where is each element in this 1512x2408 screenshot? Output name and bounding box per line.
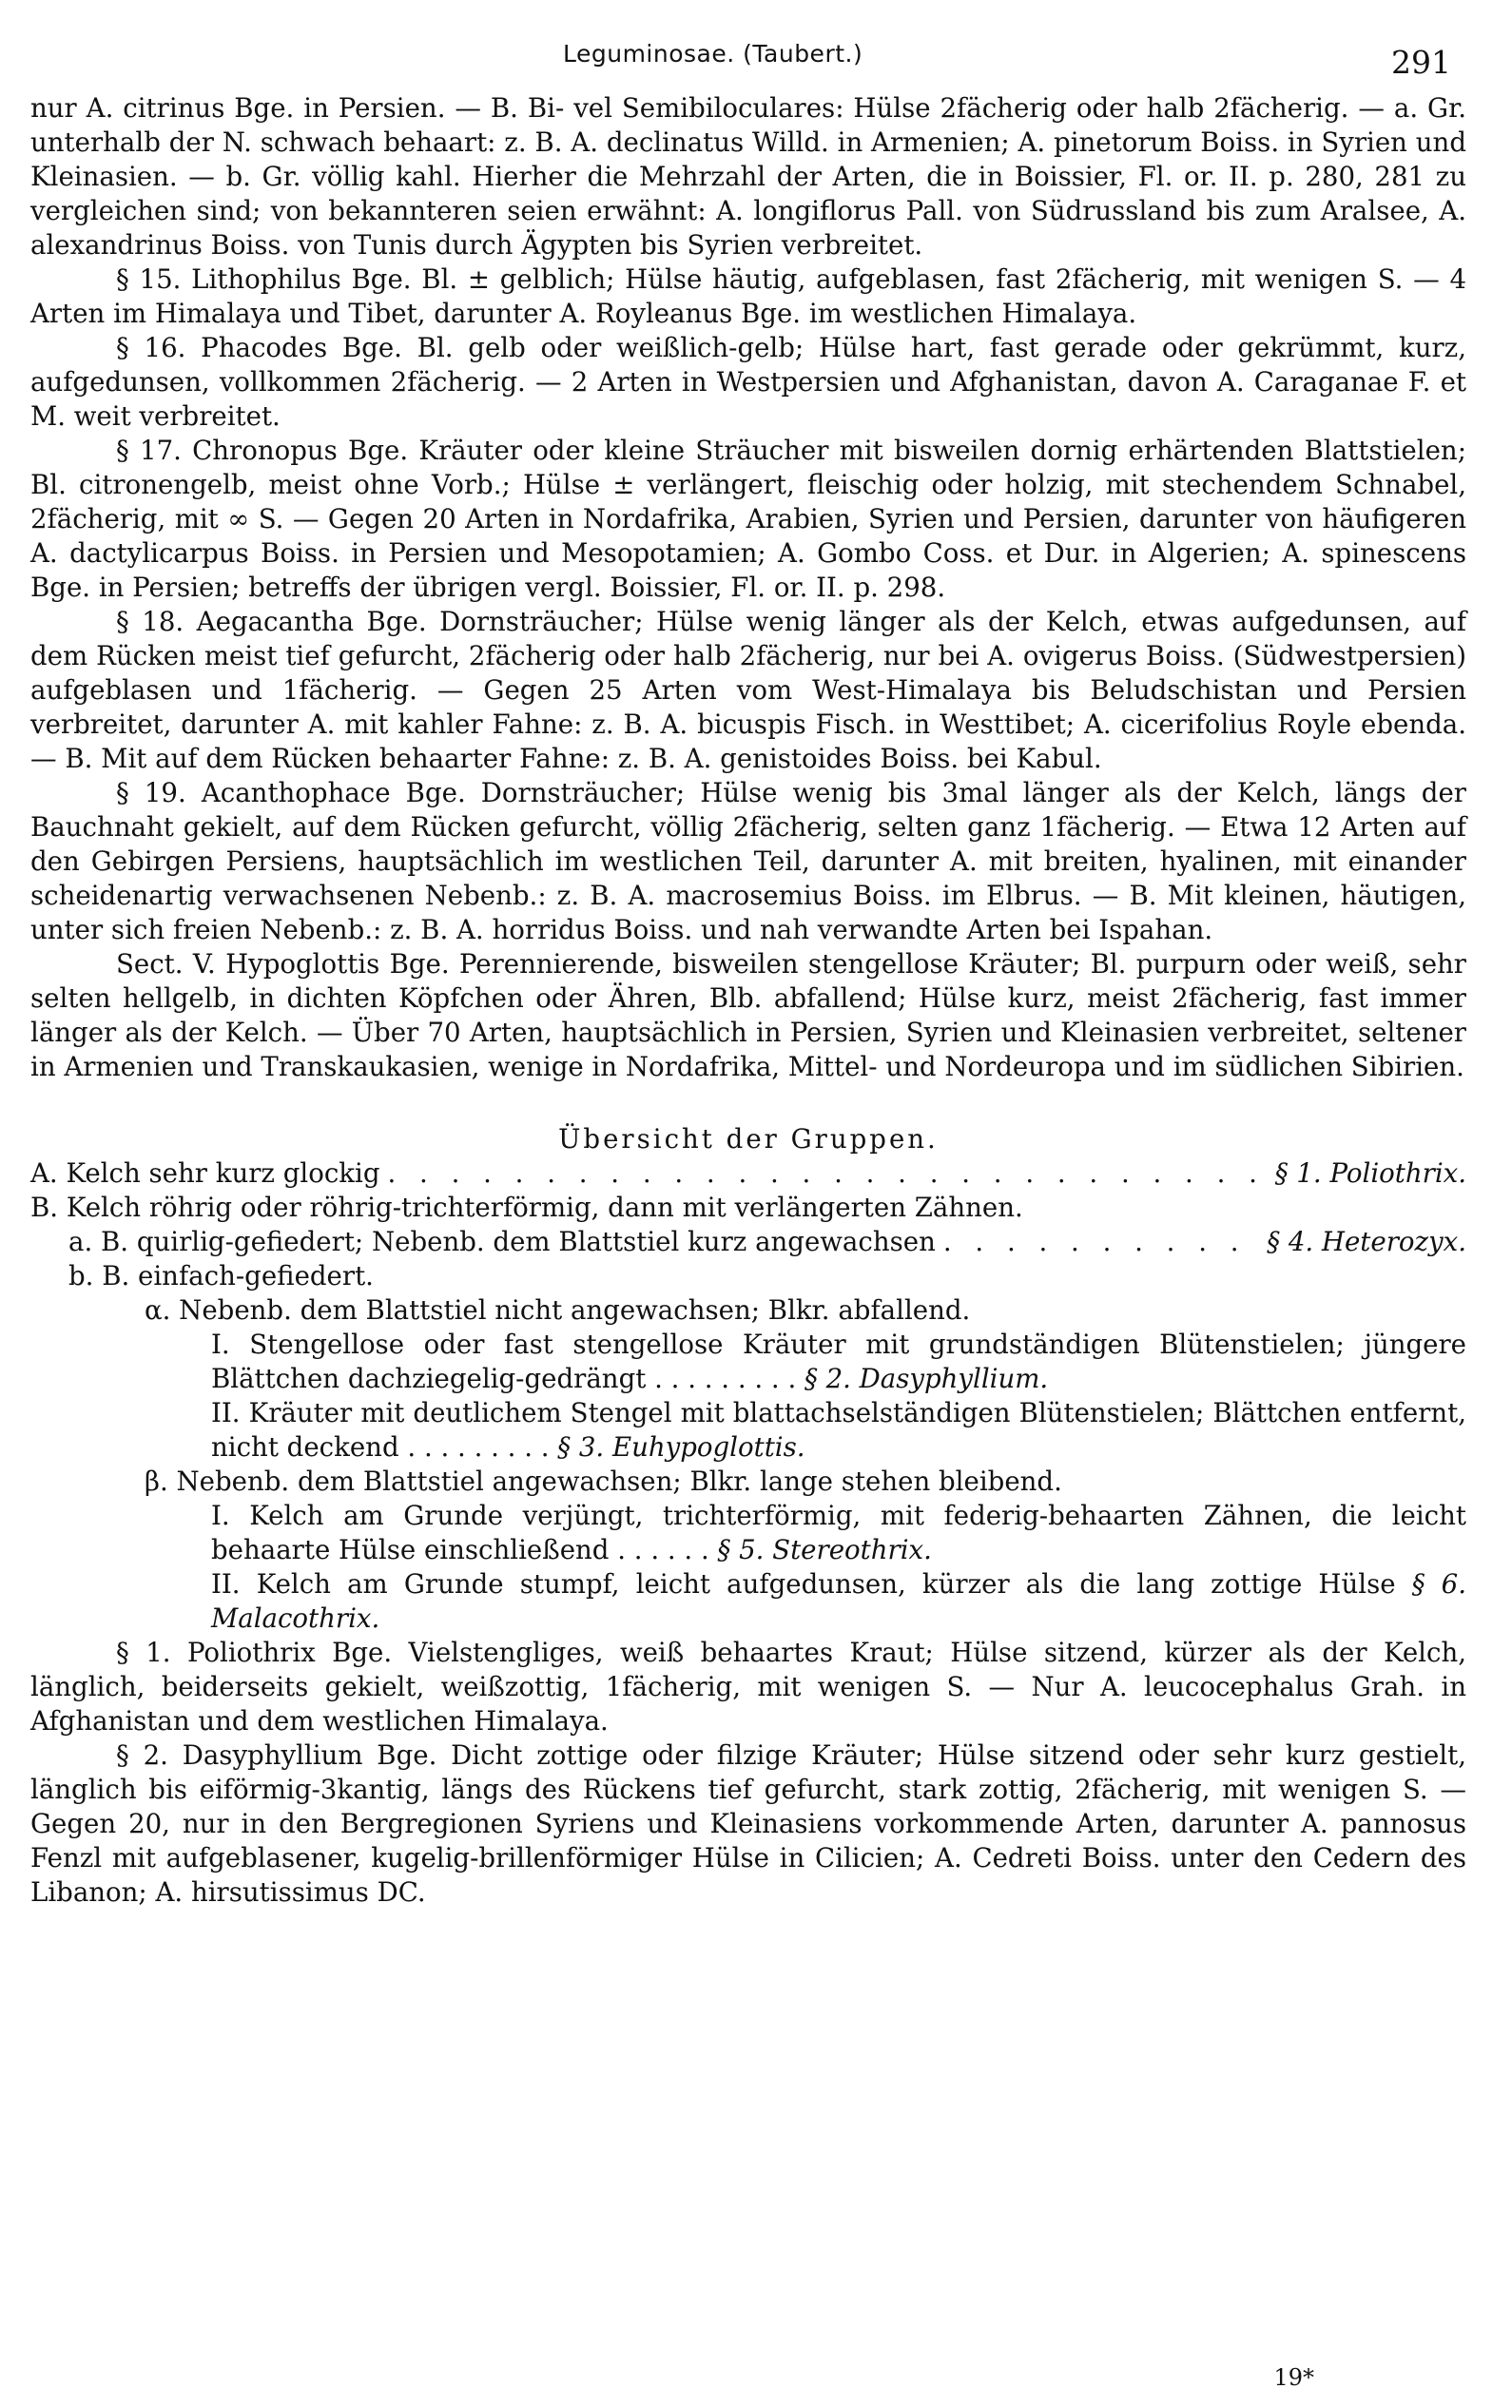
key-entry <box>30 1396 1466 1465</box>
paragraph-continuation: nur A. citrinus Bge. in Persien. — B. Bi- vel Semibiloculares: Hülse 2fächerig oder halb 2fächerig. — a. Gr. unterhalb der N. schwach behaart: z. B. A. declinatus Willd. in Armenien; A. pinetorum Boiss. in Syrien und Kleinasien. — b. Gr. völlig kahl. Hierher die Mehrzahl der Arten, die in Boissier, Fl. or. II. p. 280, 281 zu vergleichen sind; von bekannteren seien erwähnt: A. longiflorus Pall. von Südrussland bis zum Aralsee, A. alexandrinus Boiss. von Tunis durch Ägypten bis Syrien verbreitet. <box>30 92 1466 261</box>
paragraph-section-17: § 17. Chronopus Bge. Kräuter oder kleine Sträucher mit bisweilen dornig erhärtenden Blattstielen; Bl. citronengelb, meist ohne Vorb.; Hülse ± verlängert, fleischig oder holzig, mit stechendem Schnabel, 2fächerig, mit ∞ S. — Gegen 20 Arten in Nordafrika, Arabien, Syrien und Persien, darunter von häufigeren A. dactylicarpus Boiss. in Persien und Mesopotamien; A. Gombo Coss. et Dur. in Algerien; A. spinescens Bge. in Persien; betreffs der übrigen vergl. Boissier, Fl. or. II. p. 298. <box>30 435 1466 603</box>
key-text: II. Kelch am Grunde stumpf, leicht aufgedunsen, kürzer als die lang zottige Hülse <box>211 1568 1396 1600</box>
key-leader-dots: . . . . . . . . . <box>407 1431 558 1463</box>
key-reference: § 3. Euhypoglottis. <box>557 1431 805 1463</box>
paragraph-section-2: § 2. Dasyphyllium Bge. Dicht zottige oder filzige Kräuter; Hülse sitzend oder sehr kurz gestielt, länglich bis eiförmig-3kantig, längs des Rückens tief gefurcht, stark zottig, 2fächerig, mit wenigen S. — Gegen 20, nur in den Bergregionen Syriens und Kleinasiens vorkommende Arten, darunter A. pannosus Fenzl mit aufgeblasener, kugelig-brillenförmiger Hülse in Cilicien; A. Cedreti Boiss. unter den Cedern des Libanon; A. hirsutissimus DC. <box>30 1739 1466 1908</box>
key-leader-dots: . . . . . . <box>617 1534 718 1565</box>
page-header <box>30 30 1466 87</box>
key-text: A. Kelch sehr kurz glockig <box>30 1157 380 1189</box>
key-text: I. Stengellose oder fast stengellose Kräuter mit grundständigen Blütenstielen; jüngere Blättchen dachziegelig-gedrängt <box>211 1329 1466 1394</box>
key-leader <box>387 1156 1267 1191</box>
signature-mark: 19* <box>1273 2364 1314 2391</box>
key-leader <box>943 1225 1259 1259</box>
book-page <box>30 0 1466 2408</box>
paragraph-sect-v: Sect. V. Hypoglottis Bge. Perennierende, bisweilen stengellose Kräuter; Bl. purpurn oder weiß, sehr selten hellgelb, in dichten Köpfchen oder Ähren, Blb. abfallend; Hülse kurz, meist 2fächerig, fast immer länger als der Kelch. — Über 70 Arten, hauptsächlich in Persien, Syrien und Kleinasien verbreitet, seltener in Armenien und Transkaukasien, wenige in Nordafrika, Mittel- und Nordeuropa und im südlichen Sibirien. <box>30 948 1466 1082</box>
paragraph-section-16: § 16. Phacodes Bge. Bl. gelb oder weißlich-gelb; Hülse hart, fast gerade oder gekrümmt, kurz, aufgedunsen, vollkommen 2fächerig. — 2 Arten in Westpersien und Afghanistan, davon A. Caraganae F. et M. weit verbreitet. <box>30 332 1466 432</box>
key-reference: § 1. Poliothrix. <box>1274 1157 1466 1189</box>
paragraph-section-19: § 19. Acanthophace Bge. Dornsträucher; Hülse wenig bis 3mal länger als der Kelch, längs der Bauchnaht gekielt, auf dem Rücken gefurcht, völlig 2fächerig, selten ganz 1fächerig. — Etwa 12 Arten auf den Gebirgen Persiens, hauptsächlich im westlichen Teil, darunter A. mit breiten, hyalinen, mit einander scheidenartig verwachsenen Nebenb.: z. B. A. macrosemius Boiss. im Elbrus. — B. Mit kleinen, häutigen, unter sich freien Nebenb.: z. B. A. horridus Boiss. und nah verwandte Arten bei Ispahan. <box>30 777 1466 945</box>
paragraph-section-18: § 18. Aegacantha Bge. Dornsträucher; Hülse wenig länger als der Kelch, etwas aufgedunsen, auf dem Rücken meist tief gefurcht, 2fächerig oder halb 2fächerig, nur bei A. ovigerus Boiss. (Südwestpersien) aufgeblasen und 1fächerig. — Gegen 25 Arten vom West-Himalaya bis Beludschistan und Persien verbreitet, darunter A. mit kahler Fahne: z. B. A. bicuspis Fisch. in Westtibet; A. cicerifolius Royle ebenda. — B. Mit auf dem Rücken behaarter Fahne: z. B. A. genistoides Boiss. bei Kabul. <box>30 606 1466 774</box>
key-reference: § 2. Dasyphyllium. <box>804 1363 1049 1394</box>
key-entry <box>30 1567 1466 1636</box>
key-text: a. B. quirlig-gefiedert; Nebenb. dem Blattstiel kurz angewachsen <box>68 1226 936 1257</box>
key-entry: β. Nebenb. dem Blattstiel angewachsen; Blkr. lange stehen bleibend. <box>145 1466 1062 1497</box>
paragraph-section-1: § 1. Poliothrix Bge. Vielstengliges, weiß behaartes Kraut; Hülse sitzend, kürzer als der Kelch, länglich, beiderseits gekielt, weißzottig, 1fächerig, mit wenigen S. — Nur A. leucocephalus Grah. in Afghanistan und dem westlichen Himalaya. <box>30 1637 1466 1737</box>
key-entry: α. Nebenb. dem Blattstiel nicht angewachsen; Blkr. abfallend. <box>145 1294 971 1326</box>
key-entry <box>30 1225 1466 1259</box>
key-reference: § 5. Stereothrix. <box>717 1534 932 1565</box>
key-entry: b. B. einfach-gefiedert. <box>68 1260 374 1291</box>
key-entry <box>30 1328 1466 1396</box>
key-text: II. Kräuter mit deutlichem Stengel mit blattachselständigen Blütenstielen; Blättchen entfernt, nicht deckend <box>211 1397 1466 1463</box>
key-text: I. Kelch am Grunde verjüngt, trichterförmig, mit federig-behaarten Zähnen, die leicht behaarte Hülse einschließend <box>211 1500 1466 1565</box>
key-reference: § 4. Heterozyx. <box>1267 1226 1466 1257</box>
running-title: Leguminosae. (Taubert.) <box>563 40 863 68</box>
body-text <box>30 91 1466 1910</box>
key-entry <box>30 1156 1466 1191</box>
page-number: 291 <box>1391 44 1451 81</box>
key-entry: B. Kelch röhrig oder röhrig-trichterförmig, dann mit verlängerten Zähnen. <box>30 1192 1023 1223</box>
paragraph-section-15: § 15. Lithophilus Bge. Bl. ± gelblich; Hülse häutig, aufgeblasen, fast 2fächerig, mit wenigen S. — 4 Arten im Himalaya und Tibet, darunter A. Royleanus Bge. im westlichen Himalaya. <box>30 263 1466 329</box>
key-leader-dots: . . . . . . . . . <box>654 1363 804 1394</box>
key-reference: § 6. Malacothrix. <box>211 1568 1466 1634</box>
overview-title: Übersicht der Gruppen. <box>558 1123 939 1155</box>
key-entry <box>30 1499 1466 1567</box>
